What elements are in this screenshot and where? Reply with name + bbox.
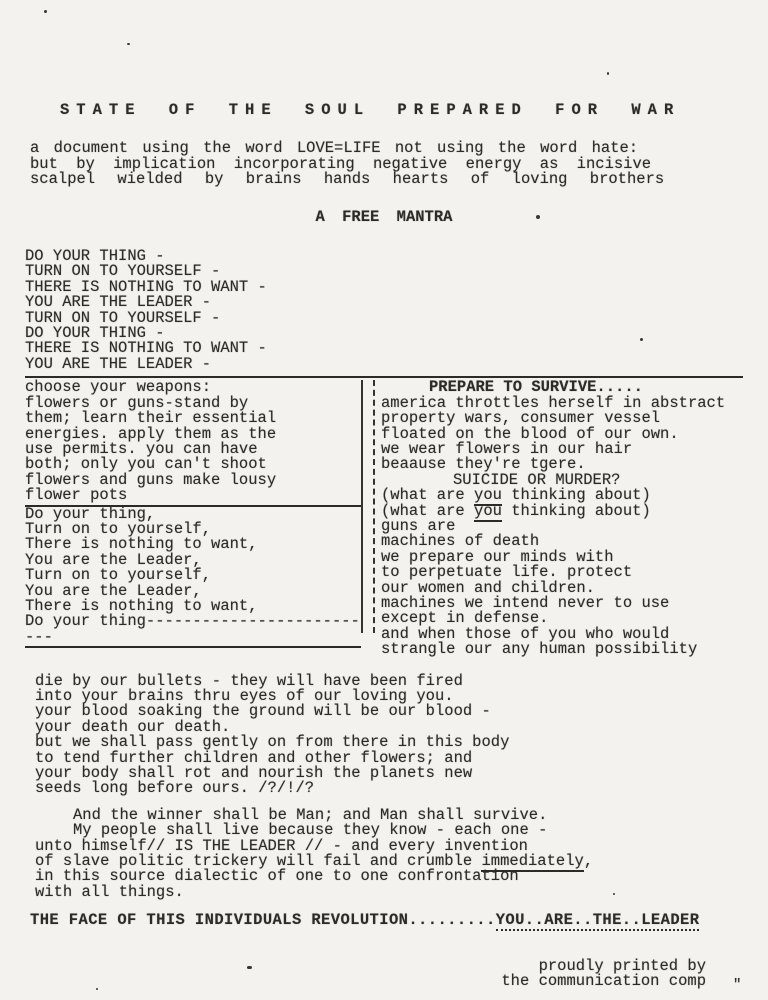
winner-line: My people shall live because they know - each one -: [73, 821, 548, 840]
survive-line: beaause they're tgere.: [381, 455, 586, 474]
intro-line: scalpel wielded by brains hands hearts of loving brothers: [30, 170, 665, 189]
chant-line: Turn on to yourself,: [25, 566, 212, 585]
death-line: machines we intend never to use: [381, 593, 670, 612]
survive-line: america throttles herself in abstract: [381, 393, 726, 412]
death-line: and when those of you who would: [381, 624, 670, 643]
weapons-line: flowers and guns make lousy: [25, 470, 277, 489]
right-column: [377, 380, 743, 657]
bullets-line: but we shall pass gently on from there in this body: [35, 733, 510, 752]
bullets-line: into your brains thru eyes of our loving you.: [35, 687, 454, 705]
weapons-line: choose your weapons:: [25, 378, 212, 397]
question-pre: (what are: [381, 486, 475, 505]
question-post: thinking about): [501, 486, 651, 505]
mantra-line: YOU ARE THE LEADER -: [25, 354, 212, 373]
mantra-line: TURN ON TO YOURSELF -: [25, 308, 221, 327]
weapons-block: [25, 380, 361, 506]
mantra-heading: A FREE MANTRA: [315, 207, 453, 226]
document-title: STATE OF THE SOUL PREPARED FOR WAR: [60, 101, 681, 119]
face-line: [30, 913, 768, 928]
underlined-you: you: [474, 501, 502, 520]
scan-speck: [640, 338, 643, 341]
bullets-line: to tend further children and other flowers; and: [35, 748, 473, 767]
left-column: [25, 380, 361, 657]
scan-speck: [127, 43, 130, 45]
credit-line: proudly printed by: [538, 956, 706, 975]
weapons-line: flowers or guns-stand by: [25, 393, 249, 412]
suicide-heading: SUICIDE OR MURDER?: [453, 470, 621, 489]
chant-line: There is nothing to want,: [25, 596, 258, 615]
survive-line: we wear flowers in our hair: [381, 439, 633, 458]
winner-line: in this source dialectic of one to one confrontation: [35, 867, 519, 886]
scan-speck: [536, 215, 540, 219]
death-line: we prepare our minds with: [381, 547, 614, 566]
death-line: our women and children.: [381, 578, 595, 597]
chant-line: You are the Leader,: [25, 581, 202, 600]
underlined-you: you: [474, 486, 502, 505]
face-pre: THE FACE OF THIS INDIVIDUALS REVOLUTION.........: [30, 911, 496, 930]
weapons-line: use permits. you can have: [25, 439, 258, 458]
chant-line: Do your thing--------------------------: [25, 612, 360, 646]
weapons-line: them; learn their essential: [25, 409, 277, 428]
bullets-line: die by our bullets - they will have been fired: [35, 671, 463, 690]
survive-line: floated on the blood of our own.: [381, 424, 679, 443]
bullets-paragraph: [35, 671, 768, 798]
bullets-line: your blood soaking the ground will be our blood -: [35, 702, 491, 721]
weapons-line: flower pots: [25, 486, 128, 505]
intro-line: but by implication incorporating negative energy as incisive: [30, 154, 652, 173]
scan-speck: [96, 988, 98, 990]
death-line: except in defense.: [381, 609, 549, 628]
question-pre: (what are: [381, 501, 475, 520]
scan-speck: [44, 10, 47, 13]
mantra-line: THERE IS NOTHING TO WANT -: [25, 277, 267, 296]
scan-speck: [607, 72, 609, 75]
question-post: thinking about): [501, 501, 651, 520]
prepare-heading: PREPARE TO SURVIVE.....: [429, 378, 643, 397]
weapons-line: both; only you can't shoot: [25, 455, 267, 474]
winner-line: And the winner shall be Man; and Man shall survive.: [73, 805, 548, 824]
crumble-post: ,: [583, 852, 594, 871]
intro-paragraph: [30, 141, 768, 187]
bullets-line: your body shall rot and nourish the planets new: [35, 764, 473, 783]
crumble-pre: of slave politic trickery will fail and crumble: [35, 852, 482, 871]
winner-line: with all things.: [35, 882, 184, 901]
chant-line: You are the Leader,: [25, 550, 202, 569]
underlined-immediately: immediately: [481, 852, 584, 871]
death-line: to perpetuate life. protect: [381, 563, 633, 582]
winner-line: unto himself// IS THE LEADER // - and every invention: [35, 836, 528, 855]
mantra-line: DO YOUR THING -: [25, 324, 165, 343]
chant-line: There is nothing to want,: [25, 535, 258, 554]
chant-line: Do your thing,: [25, 504, 156, 523]
scan-speck: [247, 966, 252, 969]
winner-paragraph: [35, 805, 768, 901]
chant-block: [25, 504, 361, 649]
mantra-line: DO YOUR THING -: [25, 247, 165, 266]
scan-corner-mark: ": [733, 977, 742, 993]
scan-speck: [613, 893, 615, 895]
bullets-line: seeds long before ours. /?/!/?: [35, 779, 315, 798]
death-line: strangle our any human possibility: [381, 640, 698, 659]
mantra-list: [25, 249, 768, 372]
credit-line: the communication comp: [501, 972, 706, 991]
mantra-line: YOU ARE THE LEADER -: [25, 293, 212, 312]
bullets-line: your death our death.: [35, 717, 231, 736]
mantra-line: THERE IS NOTHING TO WANT -: [25, 339, 267, 358]
two-column-section: [25, 376, 743, 657]
intro-line: a document using the word LOVE=LIFE not using the word hate:: [30, 139, 639, 158]
column-divider-line: [361, 380, 375, 633]
printer-credit: [0, 956, 706, 991]
underlined-you-are-the-leader: YOU..ARE..THE..LEADER: [495, 911, 700, 930]
weapons-line: energies. apply them as the: [25, 424, 277, 443]
death-line: guns are: [381, 516, 456, 535]
survive-line: property wars, consumer vessel: [381, 409, 661, 428]
mantra-line: TURN ON TO YOURSELF -: [25, 262, 221, 281]
chant-line: Turn on to yourself,: [25, 519, 212, 538]
death-line: machines of death: [381, 532, 540, 551]
